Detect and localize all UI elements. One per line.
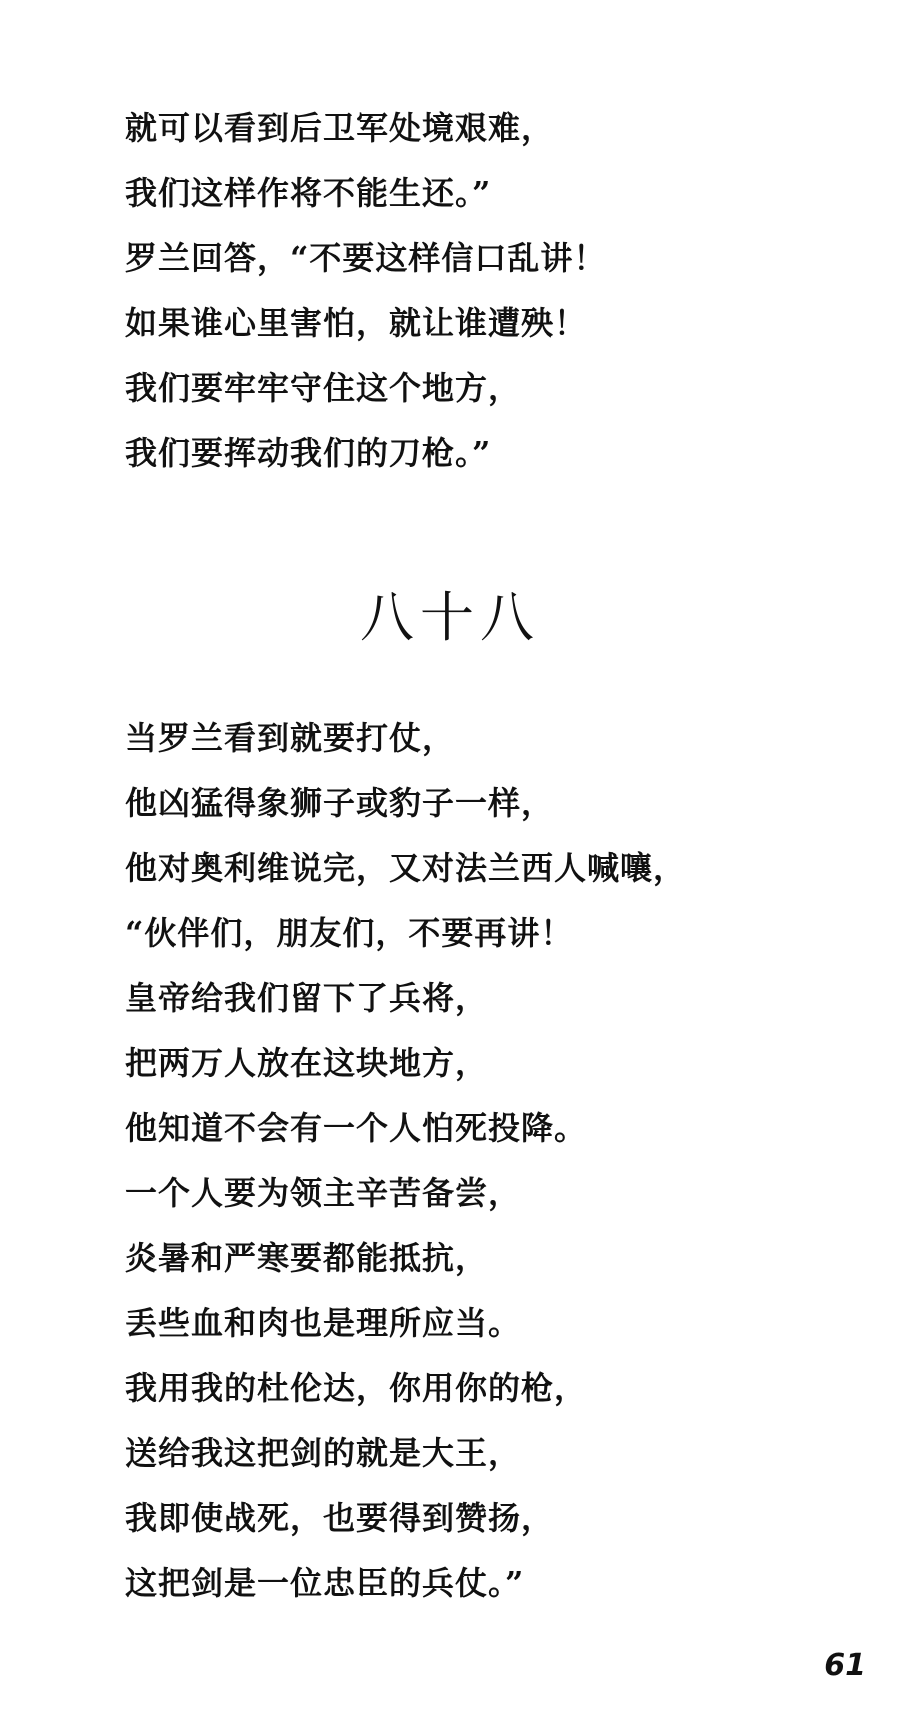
verse-line: 当罗兰看到就要打仗， (125, 719, 456, 757)
verse-line: 送给我这把剑的就是大王， (125, 1434, 522, 1472)
verse-line: 罗兰回答，“不要这样信口乱讲！ (125, 239, 607, 277)
verse-line: 他凶猛得象狮子或豹子一样， (125, 784, 555, 822)
verse-line: 炎暑和严寒要都能抵抗， (125, 1239, 489, 1277)
verse-line: 我们要挥动我们的刀枪。” (125, 434, 492, 472)
section-heading: 八十八 (360, 586, 540, 649)
verse-line: 如果谁心里害怕，就让谁遭殃！ (125, 304, 588, 342)
verse-line: 皇帝给我们留下了兵将， (125, 979, 489, 1017)
verse-line: “伙伴们，朋友们，不要再讲！ (125, 914, 574, 952)
verse-line: 丢些血和肉也是理所应当。 (125, 1304, 522, 1342)
verse-line: 就可以看到后卫军处境艰难， (125, 109, 555, 147)
stanza-88 (125, 706, 686, 1616)
verse-line: 我们这样作将不能生还。” (125, 174, 492, 212)
verse-line: 我们要牢牢守住这个地方， (125, 369, 522, 407)
verse-line: 他对奥利维说完，又对法兰西人喊嚷， (125, 849, 687, 887)
stanza-continued (125, 96, 606, 486)
verse-line: 我即使战死，也要得到赞扬， (125, 1499, 555, 1537)
verse-line: 我用我的杜伦达，你用你的枪， (125, 1369, 588, 1407)
verse-line: 这把剑是一位忠臣的兵仗。” (125, 1564, 525, 1602)
verse-line: 一个人要为领主辛苦备尝， (125, 1174, 522, 1212)
verse-line: 把两万人放在这块地方， (125, 1044, 489, 1082)
verse-line: 他知道不会有一个人怕死投降。 (125, 1109, 588, 1147)
page-number: 61 (824, 1648, 866, 1683)
